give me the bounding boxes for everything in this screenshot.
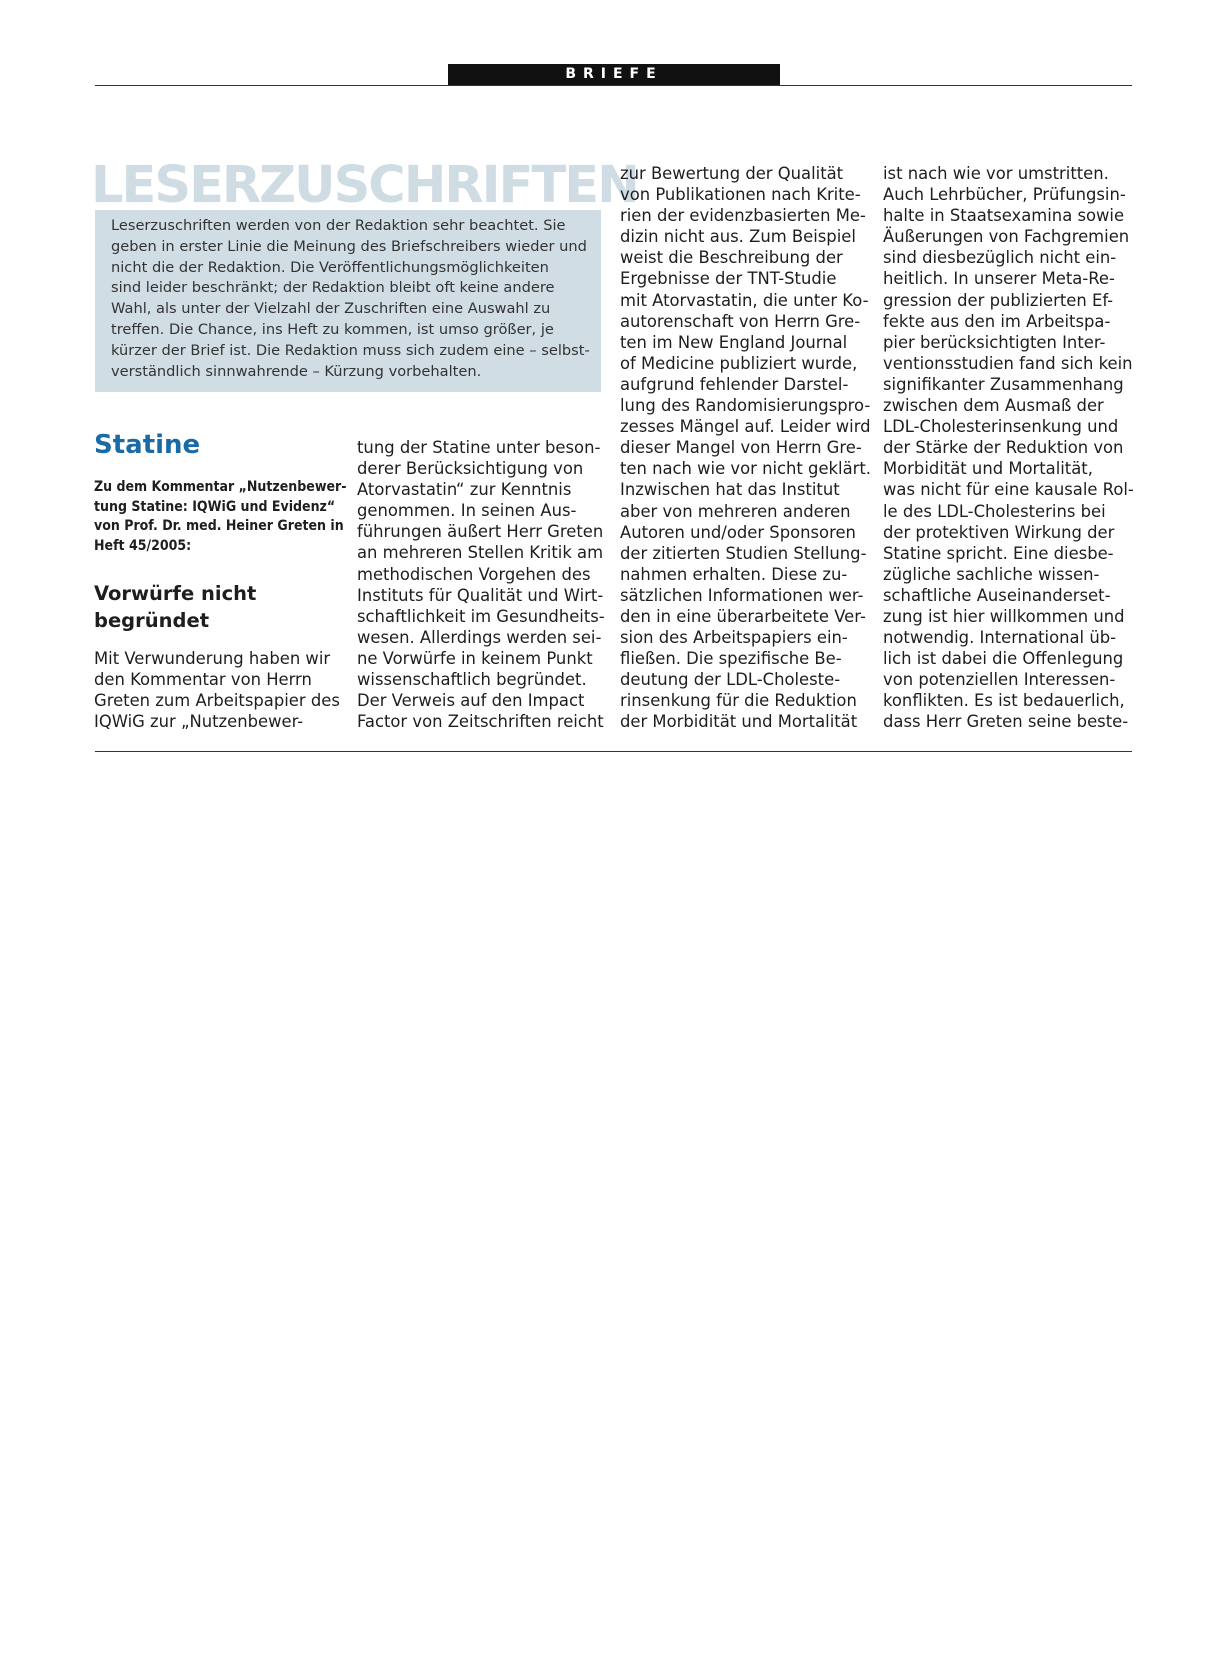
intro-line: kürzer der Brief ist. Die Redaktion muss sich zudem eine – selbst- — [111, 341, 590, 359]
body-text-line: dizin nicht aus. Zum Beispiel — [620, 227, 856, 247]
body-text-line: weist die Beschreibung der — [620, 248, 843, 268]
body-text-line: ten nach wie vor nicht geklärt. — [620, 459, 872, 479]
body-text-line: Der Verweis auf den Impact — [357, 691, 585, 711]
body-text-line: Statine spricht. Eine diesbe- — [883, 543, 1114, 563]
body-text-line: führungen äußert Herr Greten — [357, 522, 604, 542]
intro-line: sind leider beschränkt; der Redaktion bleibt oft keine andere — [111, 279, 555, 297]
body-text-line: ten im New England Journal — [620, 332, 848, 352]
body-text-line: notwendig. International üb- — [883, 628, 1117, 648]
body-text-line: fekte aus den im Arbeitspa- — [883, 311, 1111, 331]
intro-text — [111, 216, 590, 382]
text-column-1 — [94, 648, 340, 732]
body-text-line: dass Herr Greten seine beste- — [883, 712, 1129, 732]
body-text-line: nahmen erhalten. Diese zu- — [620, 564, 848, 584]
body-text-line: signifikanter Zusammenhang — [883, 374, 1124, 394]
body-text-line: gression der publizierten Ef- — [883, 290, 1114, 310]
intro-line: Wahl, als unter der Vielzahl der Zuschriften eine Auswahl zu — [111, 300, 551, 318]
text-column-3 — [620, 163, 871, 733]
body-text-line: autorenschaft von Herrn Gre- — [620, 311, 861, 331]
text-column-4 — [883, 163, 1134, 733]
body-text-line: tung der Statine unter beson- — [357, 438, 601, 457]
body-text-line: Äußerungen von Fachgremien — [883, 227, 1130, 247]
body-text-line: IQWiG zur „Nutzenbewer- — [94, 712, 304, 732]
body-text-line: zung ist hier willkommen und — [883, 606, 1125, 626]
body-text-line: aufgrund fehlender Darstel- — [620, 374, 849, 394]
body-text-line: den Kommentar von Herrn — [94, 670, 312, 690]
body-text-line: le des LDL-Cholesterins bei — [883, 501, 1106, 521]
body-text-line: dieser Mangel von Herrn Gre- — [620, 438, 862, 458]
body-text-line: LDL-Cholesterinsenkung und — [883, 417, 1119, 437]
body-text-line: von Publikationen nach Krite- — [620, 185, 861, 205]
body-text-line: der zitierten Studien Stellung- — [620, 543, 867, 563]
body-text-line: rinsenkung für die Reduktion — [620, 691, 857, 711]
body-text-line: Instituts für Qualität und Wirt- — [357, 585, 604, 605]
body-text-line: der Morbidität und Mortalität — [620, 712, 858, 732]
body-text-line: Atorvastatin“ zur Kenntnis — [357, 480, 572, 500]
body-text-line: Mit Verwunderung haben wir — [94, 649, 331, 668]
reference-line: Zu dem Kommentar „Nutzenbewer- — [94, 479, 347, 495]
body-text-line: wissenschaftlich begründet. — [357, 670, 587, 690]
body-text-line: methodischen Vorgehen des — [357, 564, 591, 584]
body-text-line: halte in Staatsexamina sowie — [883, 206, 1125, 226]
body-text-line: ne Vorwürfe in keinem Punkt — [357, 648, 593, 668]
body-text-line: konflikten. Es ist bedauerlich, — [883, 691, 1125, 711]
article-reference — [94, 478, 347, 556]
body-text-line: lich ist dabei die Offenlegung — [883, 649, 1124, 669]
body-text-line: was nicht für eine kausale Rol- — [883, 480, 1134, 500]
text-column-2 — [357, 437, 605, 732]
reference-line: von Prof. Dr. med. Heiner Greten in — [94, 518, 344, 534]
reference-line: Heft 45/2005: — [94, 537, 192, 554]
intro-line: geben in erster Linie die Meinung des Briefschreibers wieder und — [111, 237, 587, 255]
body-text-line: deutung der LDL-Choleste- — [620, 670, 841, 690]
body-text-line: schaftliche Auseinanderset- — [883, 585, 1111, 605]
body-text-line: wesen. Allerdings werden sei- — [357, 627, 602, 647]
body-text-line: Greten zum Arbeitspapier des — [94, 691, 340, 711]
intro-line: nicht die der Redaktion. Die Veröffentlichungsmöglichkeiten — [111, 258, 549, 276]
body-text-line: zesses Mängel auf. Leider wird — [620, 417, 871, 437]
body-text-line: aber von mehreren anderen — [620, 501, 851, 521]
intro-line: treffen. Die Chance, ins Heft zu kommen, ist umso größer, je — [111, 320, 554, 338]
body-text-line: of Medicine publiziert wurde, — [620, 353, 858, 373]
page-title: LESERZUSCHRIFTEN — [91, 156, 638, 215]
intro-line: Leserzuschriften werden von der Redaktion sehr beachtet. Sie — [111, 217, 566, 234]
article-subtitle — [94, 580, 256, 634]
reference-line: tung Statine: IQWiG und Evidenz“ — [94, 498, 336, 515]
intro-line: verständlich sinnwahrende – Kürzung vorbehalten. — [111, 362, 482, 380]
article-title: Statine — [94, 430, 201, 460]
body-text-line: mit Atorvastatin, die unter Ko- — [620, 290, 869, 310]
body-text-line: Morbidität und Mortalität, — [883, 459, 1093, 479]
body-text-line: Auch Lehrbücher, Prüfungsin- — [883, 185, 1126, 205]
bottom-rule — [95, 751, 1132, 752]
body-text-line: zur Bewertung der Qualität — [620, 164, 844, 183]
section-label: BRIEFE — [448, 64, 780, 85]
body-text-line: ventionsstudien fand sich kein — [883, 353, 1133, 373]
body-text-line: schaftlichkeit im Gesundheits- — [357, 606, 605, 626]
header-rule — [95, 85, 1132, 86]
body-text-line: der Stärke der Reduktion von — [883, 438, 1124, 458]
body-text-line: lung des Randomisierungspro- — [620, 396, 871, 416]
subtitle-line: begründet — [94, 609, 210, 632]
body-text-line: Autoren und/oder Sponsoren — [620, 522, 856, 542]
body-text-line: sind diesbezüglich nicht ein- — [883, 248, 1117, 268]
body-text-line: fließen. Die spezifische Be- — [620, 649, 842, 669]
body-text-line: zwischen dem Ausmaß der — [883, 396, 1104, 416]
body-text-line: den in eine überarbeitete Ver- — [620, 606, 866, 626]
body-text-line: Ergebnisse der TNT-Studie — [620, 269, 837, 289]
body-text-line: sätzlichen Informationen wer- — [620, 585, 864, 605]
body-text-line: Inzwischen hat das Institut — [620, 480, 840, 500]
body-text-line: pier berücksichtigten Inter- — [883, 332, 1106, 352]
body-text-line: sion des Arbeitspapiers ein- — [620, 628, 848, 648]
body-text-line: heitlich. In unserer Meta-Re- — [883, 269, 1115, 289]
body-text-line: rien der evidenzbasierten Me- — [620, 206, 866, 226]
body-text-line: derer Berücksichtigung von — [357, 459, 584, 479]
body-text-line: der protektiven Wirkung der — [883, 522, 1115, 542]
body-text-line: an mehreren Stellen Kritik am — [357, 543, 604, 563]
body-text-line: zügliche sachliche wissen- — [883, 564, 1100, 584]
body-text-line: von potenziellen Interessen- — [883, 670, 1116, 690]
body-text-line: genommen. In seinen Aus- — [357, 501, 577, 521]
body-text-line: ist nach wie vor umstritten. — [883, 164, 1109, 183]
subtitle-line: Vorwürfe nicht — [94, 582, 257, 605]
body-text-line: Factor von Zeitschriften reicht — [357, 712, 604, 732]
